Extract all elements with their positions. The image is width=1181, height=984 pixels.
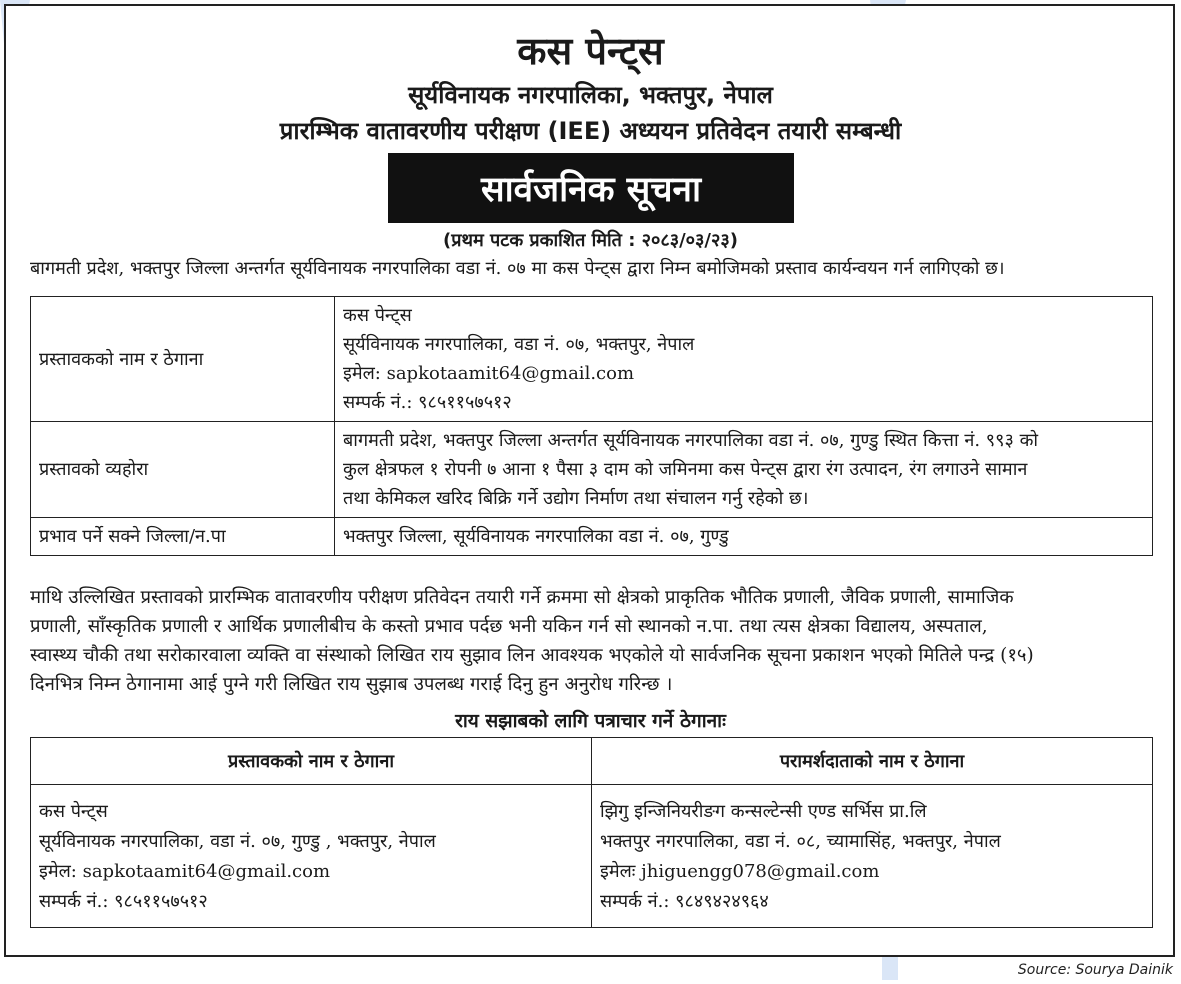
source-credit: Source: Sourya Dainik — [1017, 962, 1173, 978]
cell-line: झिगु इन्जिनियरीङग कन्सल्टेन्सी एण्ड सर्भिस प्रा.लि — [600, 801, 927, 822]
table-row — [31, 422, 1153, 518]
cell-line: कस पेन्ट्स — [39, 801, 108, 822]
consultant-address — [592, 785, 1153, 928]
notice-subject: प्रारम्भिक वातावरणीय परीक्षण (IEE) अध्ययन प्रतिवेदन तयारी सम्बन्धी — [279, 117, 902, 145]
company-location: सूर्यविनायक नगरपालिका, भक्तपुर, नेपाल — [408, 81, 773, 109]
proposal-summary — [335, 422, 1153, 518]
address-table — [30, 737, 1153, 928]
proponent-label: प्रस्तावकको नाम र ठेगाना — [31, 297, 335, 422]
address-heading: राय सझाबको लागि पत्राचार गर्ने ठेगानाः — [455, 710, 726, 732]
affected-area-label: प्रभाव पर्ने सक्ने जिल्ला/न.पा — [31, 518, 335, 556]
proposal-info-table — [30, 296, 1153, 556]
body-paragraph — [30, 583, 1160, 699]
cell-line: सूर्यविनायक नगरपालिका, वडा नं. ०७, गुण्डु , भक्तपुर, नेपाल — [39, 831, 436, 852]
table-row — [31, 785, 1153, 928]
cell-line: कुल क्षेत्रफल १ रोपनी ७ आना १ पैसा ३ दाम को जमिनमा कस पेन्ट्स द्वारा रंग उत्पादन, रंग लगाउने सामान — [343, 459, 1028, 480]
proponent-header: प्रस्तावकको नाम र ठेगाना — [31, 738, 592, 785]
intro-text: बागमती प्रदेश, भक्तपुर जिल्ला अन्तर्गत सूर्यविनायक नगरपालिका वडा नं. ०७ मा कस पेन्ट्स द्वारा निम्न बमोजिमको प्रस्ताव कार्यन्वयन गर्न लागिएको छ। — [30, 258, 1005, 279]
table-row — [31, 518, 1153, 556]
cell-line: तथा केमिकल खरिद बिक्रि गर्ने उद्योग निर्माण तथा संचालन गर्नु रहेको छ। — [343, 488, 809, 509]
public-notice-banner: सार्वजनिक सूचना — [388, 153, 794, 223]
table-row — [31, 297, 1153, 422]
paragraph-line: प्रणाली, साँस्कृतिक प्रणाली र आर्थिक प्रणालीबीच के कस्तो प्रभाव पर्दछ भनी यकिन गर्न सो स्थानको न.पा. तथा त्यस क्षेत्रका विद्यालय, अस्पताल, — [30, 616, 988, 637]
cell-line: इमेलः jhiguengg078@gmail.com — [600, 861, 880, 882]
cell-line: बागमती प्रदेश, भक्तपुर जिल्ला अन्तर्गत सूर्यविनायक नगरपालिका वडा नं. ०७, गुण्डु स्थित कित्ता नं. ९९३ को — [343, 430, 1039, 451]
cell-line: भक्तपुर नगरपालिका, वडा नं. ०८, च्यामासिंह, भक्तपुर, नेपाल — [600, 831, 1001, 852]
table-header-row — [31, 738, 1153, 785]
proponent-address — [31, 785, 592, 928]
paragraph-line: दिनभित्र निम्न ठेगानामा आई पुग्ने गरी लिखित राय सुझाब उपलब्ध गराई दिनु हुन अनुरोध गरिन्छ । — [30, 674, 673, 695]
paragraph-line: माथि उल्लिखित प्रस्तावको प्रारम्भिक वातावरणीय परीक्षण प्रतिवेदन तयारी गर्ने क्रममा सो क्षेत्रको प्राकृतिक भौतिक प्रणाली, जैविक प्रणाली, सामाजिक — [30, 587, 1014, 608]
proposal-summary-label: प्रस्तावको व्यहोरा — [31, 422, 335, 518]
cell-line: कस पेन्ट्स — [343, 305, 412, 326]
cell-line: इमेल: sapkotaamit64@gmail.com — [39, 861, 331, 882]
cell-line: इमेल: sapkotaamit64@gmail.com — [343, 363, 635, 384]
proponent-details — [335, 297, 1153, 422]
publication-date: (प्रथम पटक प्रकाशित मिति : २०८३/०३/२३) — [443, 230, 738, 251]
cell-line: सम्पर्क नं.: ९८४९४२४९६४ — [600, 891, 769, 912]
paragraph-line: स्वास्थ्य चौकी तथा सरोकारवाला व्यक्ति वा संस्थाको लिखित राय सुझाव लिन आवश्यक भएकोले यो सार्वजनिक सूचना प्रकाशन भएको मितिले पन्द्र (१५) — [30, 645, 1034, 666]
cell-line: सम्पर्क नं.: ९८५११५७५१२ — [39, 891, 208, 912]
affected-area-value: भक्तपुर जिल्ला, सूर्यविनायक नगरपालिका वडा नं. ०७, गुण्डु — [335, 518, 1153, 556]
consultant-header: परामर्शदाताको नाम र ठेगाना — [592, 738, 1153, 785]
cell-line: सूर्यविनायक नगरपालिका, वडा नं. ०७, भक्तपुर, नेपाल — [343, 334, 695, 355]
company-title: कस पेन्ट्स — [517, 29, 664, 73]
cell-line: सम्पर्क नं.: ९८५११५७५१२ — [343, 392, 512, 413]
